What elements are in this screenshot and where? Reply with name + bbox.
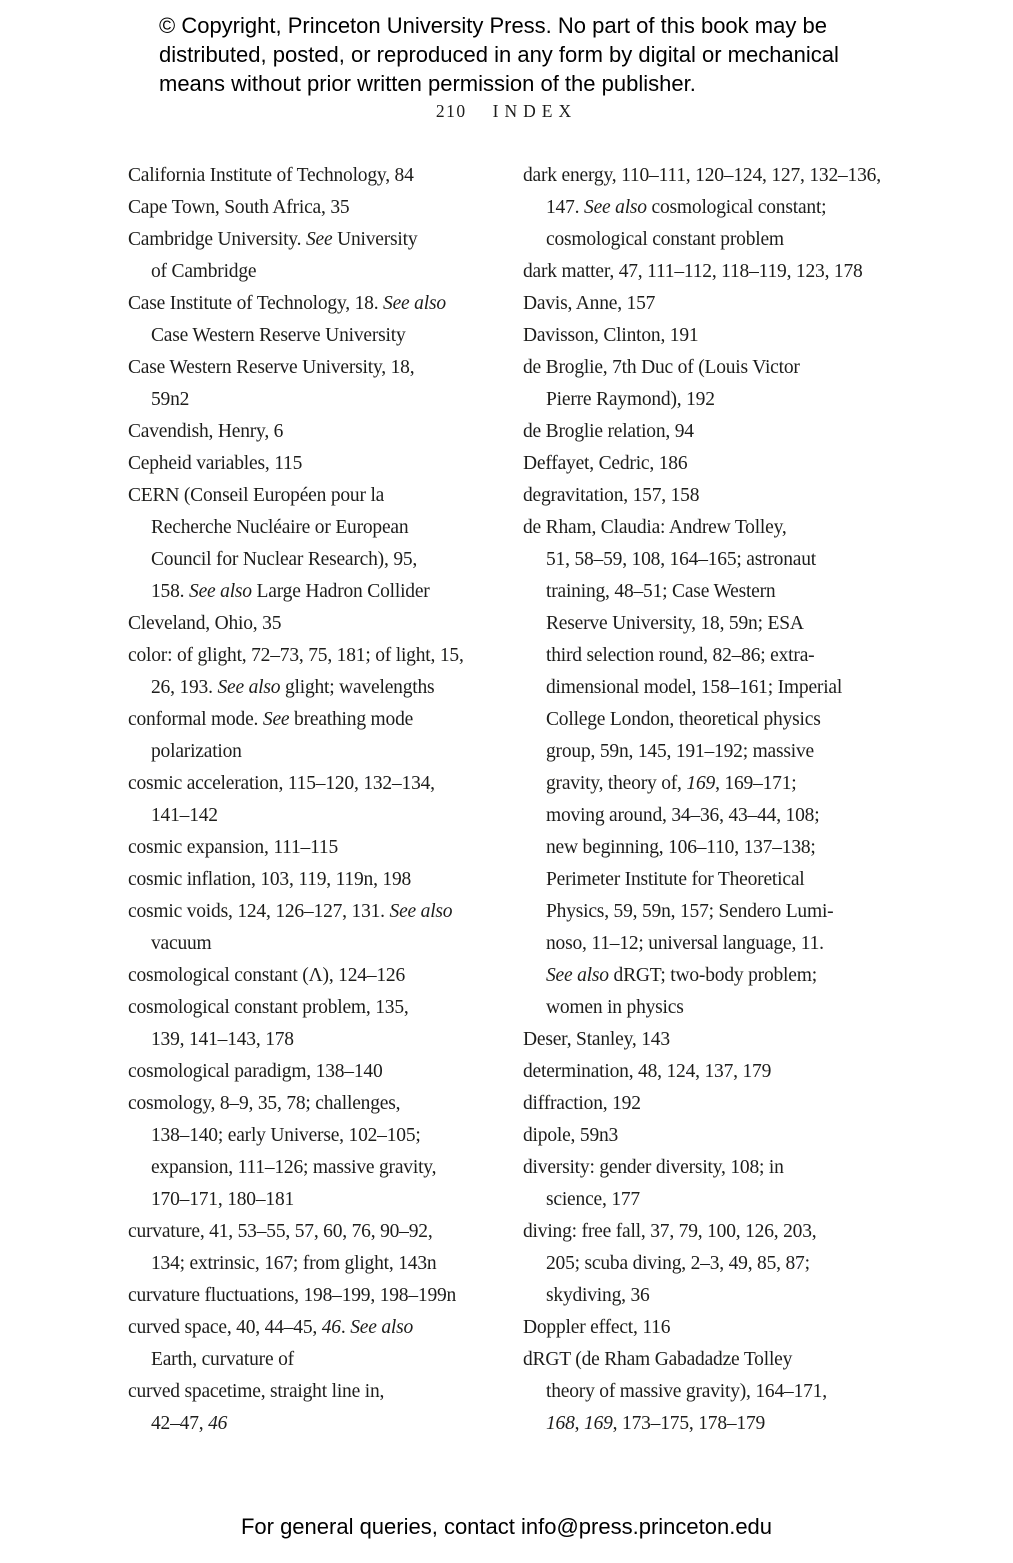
index-entry-line: Cepheid variables, 115 <box>128 453 303 474</box>
index-entry-line: color: of glight, 72–73, 75, 181; of light, 15, <box>128 645 464 666</box>
index-entry-line: 134; extrinsic, 167; from glight, 143n <box>151 1253 437 1274</box>
index-entry <box>128 640 481 704</box>
index-entry <box>128 960 481 992</box>
index-entry-line: Case Western Reserve University <box>151 325 406 346</box>
index-entry-line: dark energy, 110–111, 120–124, 127, 132–136, <box>523 165 881 186</box>
index-entry-line: 205; scuba diving, 2–3, 49, 85, 87; <box>546 1253 810 1274</box>
index-entry-line: College London, theoretical physics <box>546 709 821 730</box>
index-entry-line: cosmic inflation, 103, 119, 119n, 198 <box>128 869 412 890</box>
index-entry-line: of Cambridge <box>151 261 257 282</box>
index-entry-line: 139, 141–143, 178 <box>151 1029 294 1050</box>
general-queries-footer: For general queries, contact info@press.princeton.edu <box>240 1514 773 1539</box>
index-entry-line: 59n2 <box>151 389 190 410</box>
index-entry <box>128 288 481 352</box>
index-entry-line: determination, 48, 124, 137, 179 <box>523 1061 772 1082</box>
index-entry <box>523 320 876 352</box>
index-entry <box>128 416 481 448</box>
index-entry <box>128 192 481 224</box>
index-entry-line: de Broglie, 7th Duc of (Louis Victor <box>523 357 800 378</box>
index-entry-line: dark matter, 47, 111–112, 118–119, 123, 178 <box>523 261 863 282</box>
index-entry-line: dipole, 59n3 <box>523 1125 619 1146</box>
index-entry-line: polarization <box>151 741 242 762</box>
index-entry-line: Reserve University, 18, 59n; ESA <box>546 613 804 634</box>
index-entry-line: de Broglie relation, 94 <box>523 421 694 442</box>
index-entry-line: Cavendish, Henry, 6 <box>128 421 284 442</box>
index-entry <box>128 608 481 640</box>
index-entry-line: Perimeter Institute for Theoretical <box>546 869 805 890</box>
index-entry-line: conformal mode. See breathing mode <box>128 709 414 730</box>
index-entry-line: cosmological constant (Λ), 124–126 <box>128 965 406 986</box>
copyright-notice <box>159 11 839 98</box>
index-entry <box>523 288 876 320</box>
index-entry <box>128 864 481 896</box>
index-entry-line: Case Institute of Technology, 18. See also <box>128 293 446 314</box>
index-entry-line: theory of massive gravity), 164–171, <box>546 1381 827 1402</box>
index-entry-line: cosmic expansion, 111–115 <box>128 837 339 858</box>
index-entry-line: moving around, 34–36, 43–44, 108; <box>546 805 820 826</box>
index-entry <box>128 1280 481 1312</box>
index-entry-line: gravity, theory of, 169, 169–171; <box>546 773 797 794</box>
index-entry-line: cosmological paradigm, 138–140 <box>128 1061 383 1082</box>
copyright-line: © Copyright, Princeton University Press. No part of this book may be <box>159 13 827 38</box>
index-entry-line: degravitation, 157, 158 <box>523 485 700 506</box>
index-entry-line: curved space, 40, 44–45, 46. See also <box>128 1317 414 1338</box>
index-entry-line: 42–47, 46 <box>151 1413 228 1434</box>
copyright-line: distributed, posted, or reproduced in any form by digital or mechanical <box>159 42 839 67</box>
index-entry <box>128 704 481 768</box>
index-entry-line: Davis, Anne, 157 <box>523 293 656 314</box>
section-title: INDEX <box>492 101 578 121</box>
index-entry <box>523 1088 876 1120</box>
index-entry-line: dRGT (de Rham Gabadadze Tolley <box>523 1349 793 1370</box>
index-column-left <box>128 160 481 1440</box>
index-entry-line: 138–140; early Universe, 102–105; <box>151 1125 421 1146</box>
index-entry-line: cosmology, 8–9, 35, 78; challenges, <box>128 1093 401 1114</box>
index-entry-line: Deffayet, Cedric, 186 <box>523 453 688 474</box>
index-entry-line: Case Western Reserve University, 18, <box>128 357 415 378</box>
index-entry <box>128 1088 481 1216</box>
index-entry <box>128 1216 481 1280</box>
index-entry-line: See also dRGT; two-body problem; <box>546 965 817 986</box>
index-entry <box>128 352 481 416</box>
index-entry-line: curvature, 41, 53–55, 57, 60, 76, 90–92, <box>128 1221 433 1242</box>
index-entry-line: Davisson, Clinton, 191 <box>523 325 699 346</box>
index-entry <box>128 160 481 192</box>
index-entry <box>523 512 876 1024</box>
index-entry-line: 170–171, 180–181 <box>151 1189 295 1210</box>
index-entry-line: cosmic acceleration, 115–120, 132–134, <box>128 773 435 794</box>
index-entry-line: California Institute of Technology, 84 <box>128 165 414 186</box>
index-entry <box>523 480 876 512</box>
index-entry-line: 147. See also cosmological constant; <box>546 197 827 218</box>
index-entry-line: de Rham, Claudia: Andrew Tolley, <box>523 517 787 538</box>
index-entry-line: dimensional model, 158–161; Imperial <box>546 677 843 698</box>
index-entry-line: training, 48–51; Case Western <box>546 581 776 602</box>
index-entry-line: 168, 169, 173–175, 178–179 <box>546 1413 766 1434</box>
index-entry <box>523 416 876 448</box>
index-entry <box>523 160 881 256</box>
index-entry <box>523 1312 876 1344</box>
index-entry-line: Cambridge University. See University <box>128 229 418 250</box>
index-entry-line: Pierre Raymond), 192 <box>546 389 715 410</box>
index-entry <box>523 1024 876 1056</box>
index-entry <box>523 1344 876 1440</box>
index-entry-line: group, 59n, 145, 191–192; massive <box>546 741 815 762</box>
index-entry <box>128 896 481 960</box>
index-entry-line: 26, 193. See also glight; wavelengths <box>151 677 435 698</box>
index-entry <box>523 1120 876 1152</box>
index-entry-line: skydiving, 36 <box>546 1285 650 1306</box>
index-entry-line: Earth, curvature of <box>151 1349 294 1370</box>
index-entry-line: 158. See also Large Hadron Collider <box>151 581 430 602</box>
index-entry <box>128 832 481 864</box>
index-entry-line: science, 177 <box>546 1189 640 1210</box>
index-column-right <box>523 160 881 1440</box>
index-entry-line: diving: free fall, 37, 79, 100, 126, 203, <box>523 1221 817 1242</box>
index-entry-line: cosmological constant problem, 135, <box>128 997 409 1018</box>
index-entry-line: Council for Nuclear Research), 95, <box>151 549 418 570</box>
index-columns <box>128 160 881 1440</box>
index-entry <box>523 448 876 480</box>
index-entry-line: Doppler effect, 116 <box>523 1317 671 1338</box>
index-entry <box>523 1152 876 1216</box>
index-entry <box>523 256 876 288</box>
index-entry <box>128 224 481 288</box>
index-entry-line: diversity: gender diversity, 108; in <box>523 1157 784 1178</box>
index-entry-line: cosmological constant problem <box>546 229 784 250</box>
index-entry <box>523 1216 876 1312</box>
index-entry <box>128 448 481 480</box>
index-entry-line: diffraction, 192 <box>523 1093 641 1114</box>
index-entry-line: cosmic voids, 124, 126–127, 131. See also <box>128 901 453 922</box>
index-entry-line: vacuum <box>151 933 212 954</box>
index-entry-line: curvature fluctuations, 198–199, 198–199n <box>128 1285 457 1306</box>
index-entry <box>523 1056 876 1088</box>
index-entry-line: 51, 58–59, 108, 164–165; astronaut <box>546 549 816 570</box>
index-entry-line: third selection round, 82–86; extra- <box>546 645 815 666</box>
index-entry-line: expansion, 111–126; massive gravity, <box>151 1157 437 1178</box>
index-entry-line: 141–142 <box>151 805 218 826</box>
index-entry-line: curved spacetime, straight line in, <box>128 1381 385 1402</box>
index-entry <box>128 992 481 1056</box>
running-head <box>0 101 1013 122</box>
index-entry-line: women in physics <box>546 997 684 1018</box>
index-entry-line: Recherche Nucléaire or European <box>151 517 409 538</box>
copyright-line: means without prior written permission of the publisher. <box>159 71 696 96</box>
index-entry-line: Deser, Stanley, 143 <box>523 1029 670 1050</box>
index-entry <box>128 768 481 832</box>
index-entry-line: Cape Town, South Africa, 35 <box>128 197 350 218</box>
index-entry <box>523 352 876 416</box>
index-entry-line: new beginning, 106–110, 137–138; <box>546 837 816 858</box>
index-entry-line: Cleveland, Ohio, 35 <box>128 613 282 634</box>
index-entry-line: noso, 11–12; universal language, 11. <box>546 933 824 954</box>
index-entry <box>128 480 481 608</box>
index-entry <box>128 1376 481 1440</box>
page-number: 210 <box>435 101 467 121</box>
index-entry <box>128 1056 481 1088</box>
index-entry-line: CERN (Conseil Européen pour la <box>128 485 385 506</box>
index-entry <box>128 1312 481 1376</box>
index-entry-line: Physics, 59, 59n, 157; Sendero Lumi- <box>546 901 834 922</box>
